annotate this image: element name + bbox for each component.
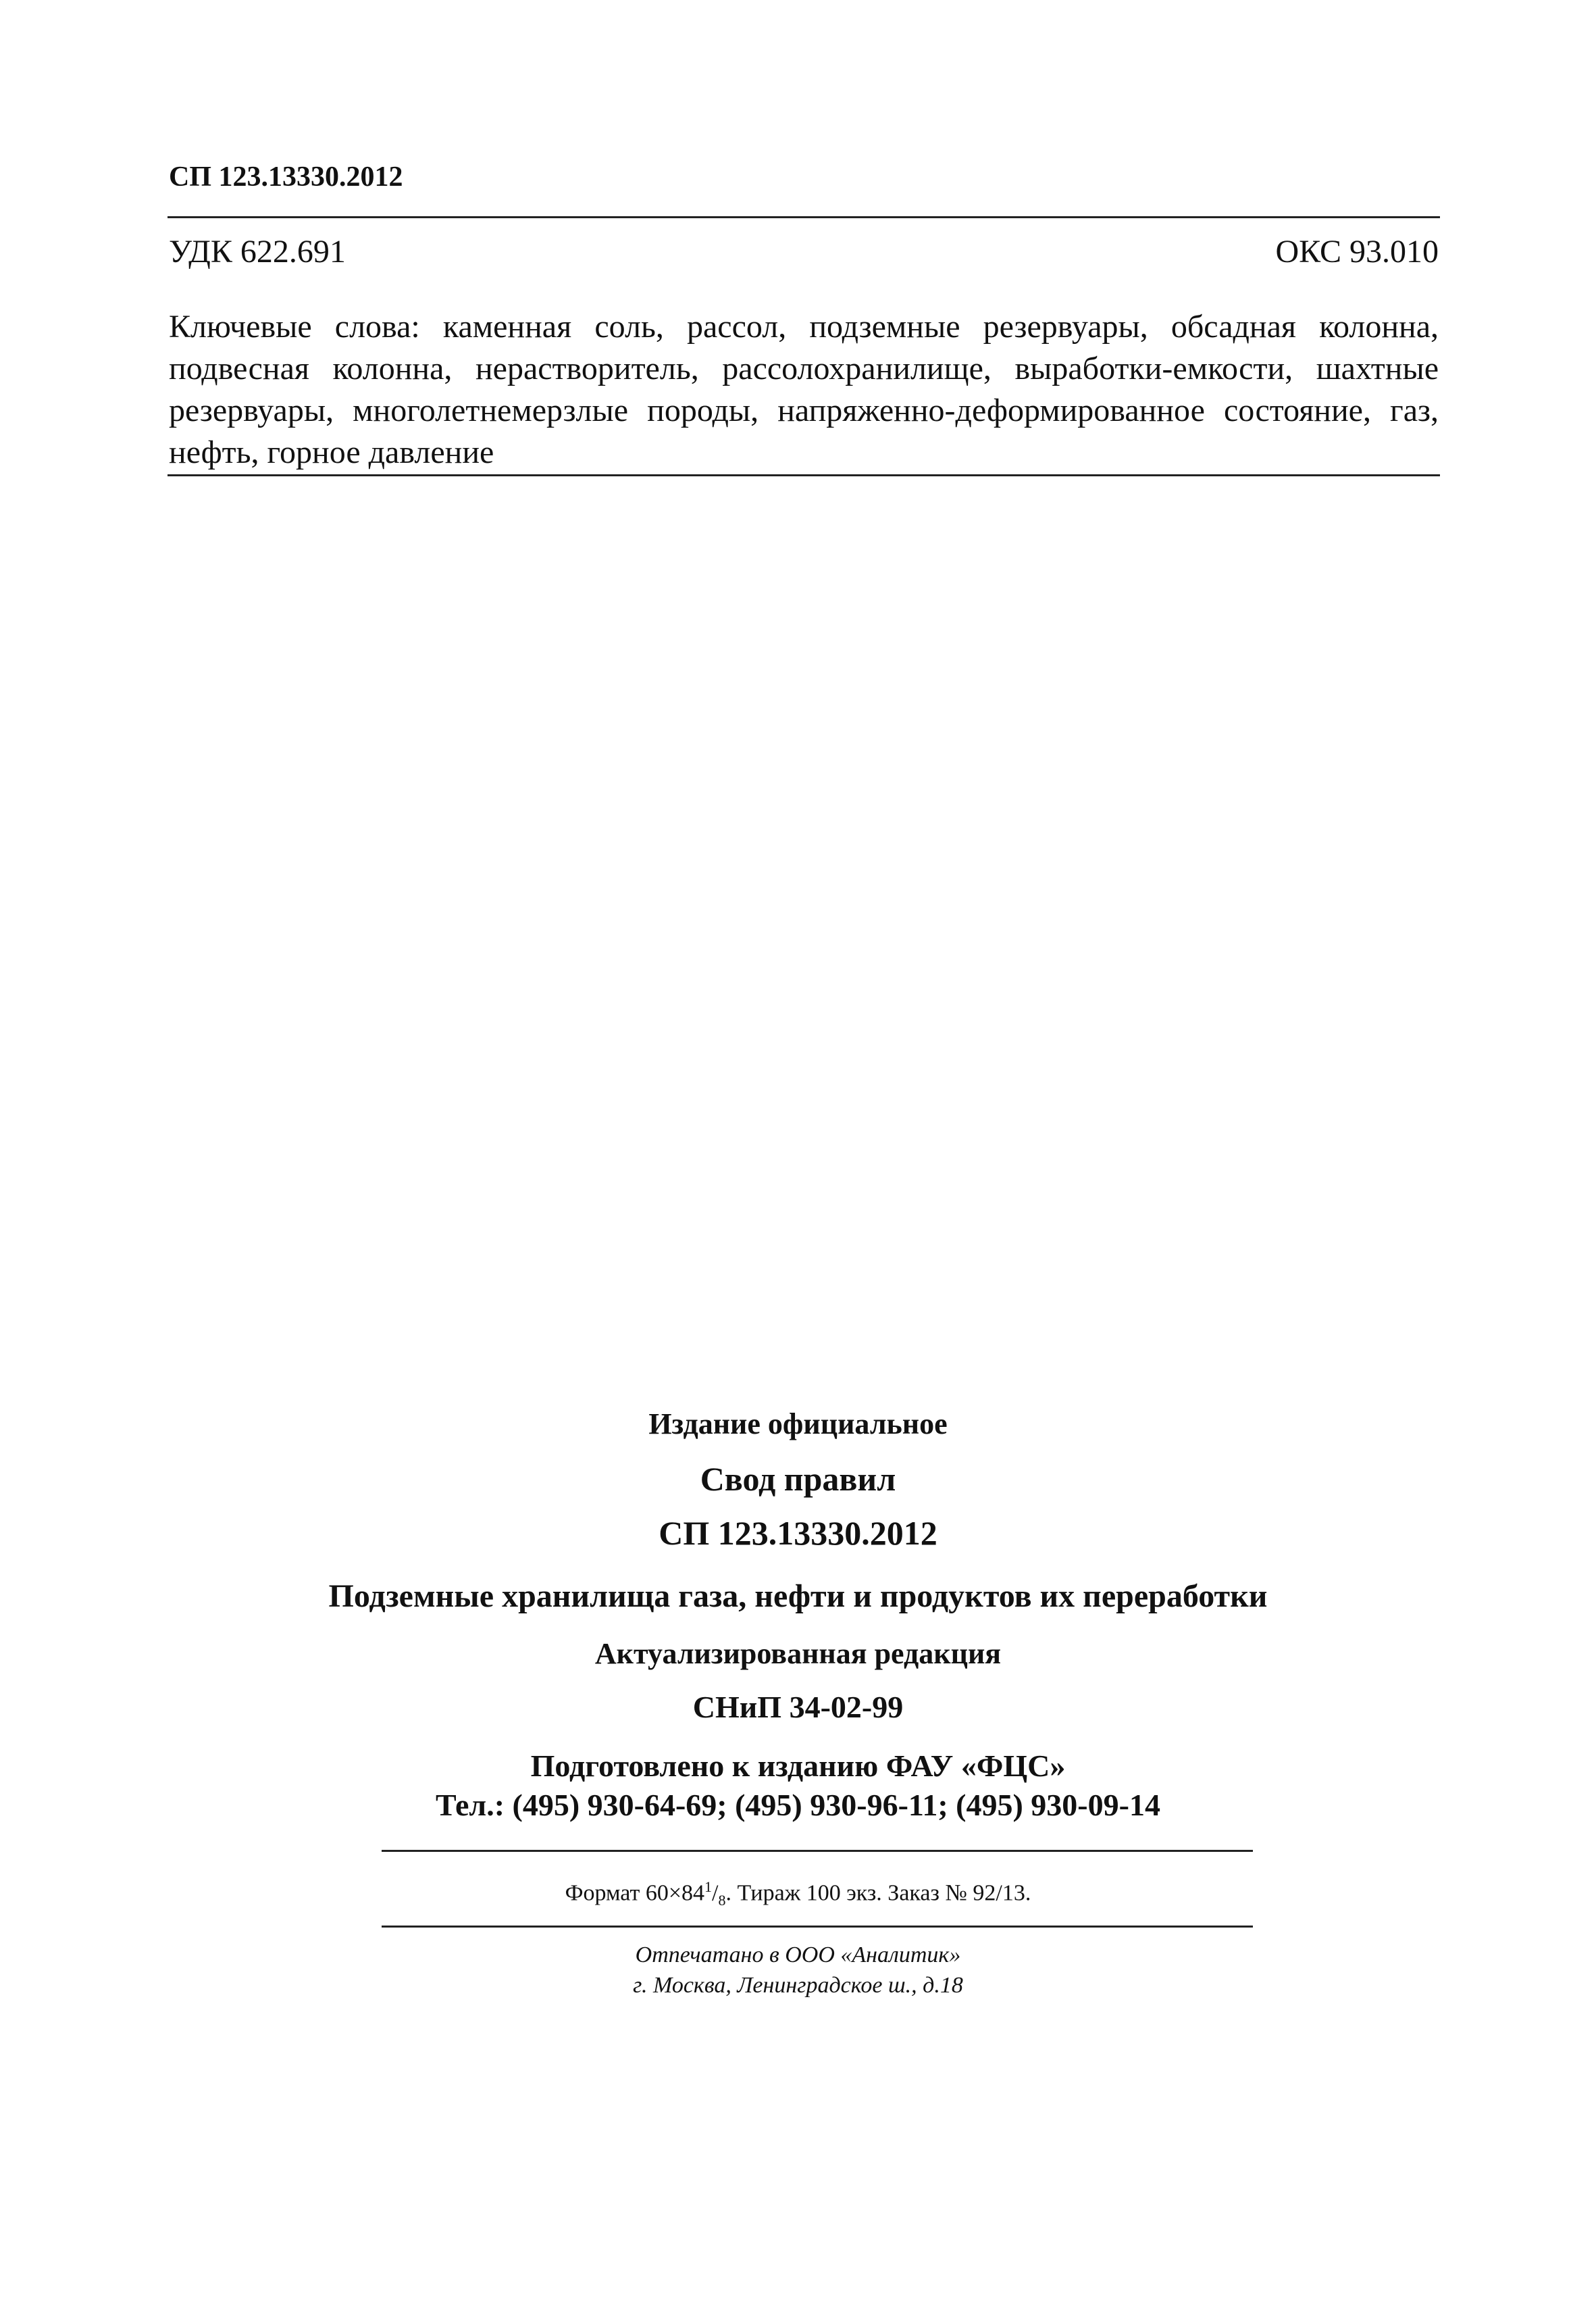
revision-label: Актуализированная редакция	[594, 1637, 1002, 1670]
document-title: Подземные хранилища газа, нефти и продуктов их переработки	[328, 1578, 1268, 1614]
format-details: . Тираж 100 экз. Заказ № 92/13.	[725, 1880, 1031, 1906]
code-number: СП 123.13330.2012	[659, 1514, 937, 1552]
oks-code: ОКС 93.010	[1275, 234, 1439, 270]
header-divider	[168, 216, 1440, 218]
print-format	[0, 1878, 1596, 1909]
document-code: СП 123.13330.2012	[169, 161, 403, 193]
phone-numbers: Тел.: (495) 930-64-69; (495) 930-96-11; (495) 930-09-14	[436, 1788, 1160, 1822]
format-fraction-slash: /	[712, 1880, 719, 1906]
imprint-divider-bottom	[382, 1926, 1253, 1928]
format-prefix: Формат 60×84	[565, 1880, 705, 1906]
keywords-paragraph: Ключевые слова: каменная соль, рассол, подземные резервуары, обсадная колонна, подвесная колонна, нерастворитель, рассолохранилище, выработки-емкости, шахтные резервуары, многолетнемерзлые породы, напряженно-деформированное состояние, газ, нефть, горное давление	[169, 309, 1439, 470]
format-fraction-denominator: 8	[718, 1892, 726, 1909]
edition-label: Издание официальное	[648, 1407, 948, 1440]
udc-code: УДК 622.691	[169, 234, 346, 270]
prepared-by: Подготовлено к изданию ФАУ «ФЦС»	[530, 1749, 1066, 1783]
code-of-rules-label: Свод правил	[700, 1460, 896, 1498]
imprint-divider-top	[382, 1850, 1253, 1852]
printed-by: Отпечатано в ООО «Аналитик»	[635, 1942, 961, 1967]
format-fraction-numerator: 1	[704, 1878, 713, 1895]
printer-address: г. Москва, Ленинградское ш., д.18	[633, 1973, 963, 1998]
keywords-divider	[168, 474, 1440, 476]
snip-code: СНиП 34-02-99	[692, 1690, 904, 1724]
